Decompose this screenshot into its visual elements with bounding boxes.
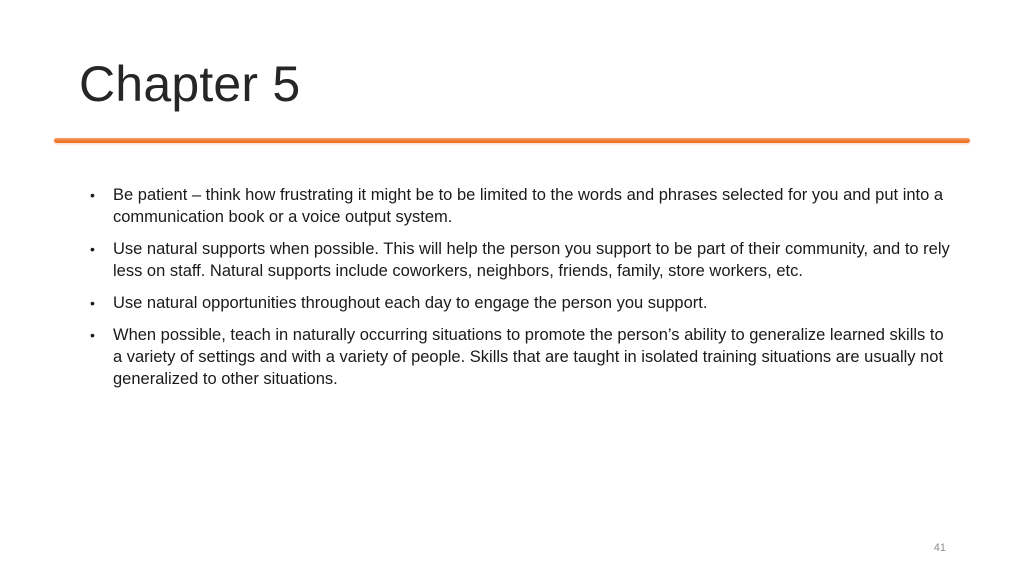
bullet-icon: • xyxy=(90,295,95,311)
page-number: 41 xyxy=(933,542,946,554)
bullet-item xyxy=(86,292,956,314)
bullet-icon: • xyxy=(90,187,95,203)
title-underline xyxy=(54,138,970,143)
bullet-icon: • xyxy=(90,241,95,257)
bullet-text: When possible, teach in naturally occurring situations to promote the person’s ability to generalize learned skills to a variety of settings and with a variety of people. Skills that are taught in isolated training situations are usually not generalized to other situations. xyxy=(113,326,944,388)
bullet-text: Be patient – think how frustrating it might be to be limited to the words and phrases selected for you and put into a communication book or a voice output system. xyxy=(113,186,944,226)
slide-title: Chapter 5 xyxy=(79,56,301,112)
bullet-text: Use natural supports when possible. This will help the person you support to be part of their community, and to rely less on staff. Natural supports include coworkers, neighbors, friends, family, store workers, etc. xyxy=(113,240,950,280)
bullet-list xyxy=(86,184,956,400)
bullet-text: Use natural opportunities throughout each day to engage the person you support. xyxy=(113,294,708,312)
bullet-item xyxy=(86,238,956,282)
bullet-item xyxy=(86,184,956,228)
bullet-icon: • xyxy=(90,327,95,343)
bullet-item xyxy=(86,324,956,390)
